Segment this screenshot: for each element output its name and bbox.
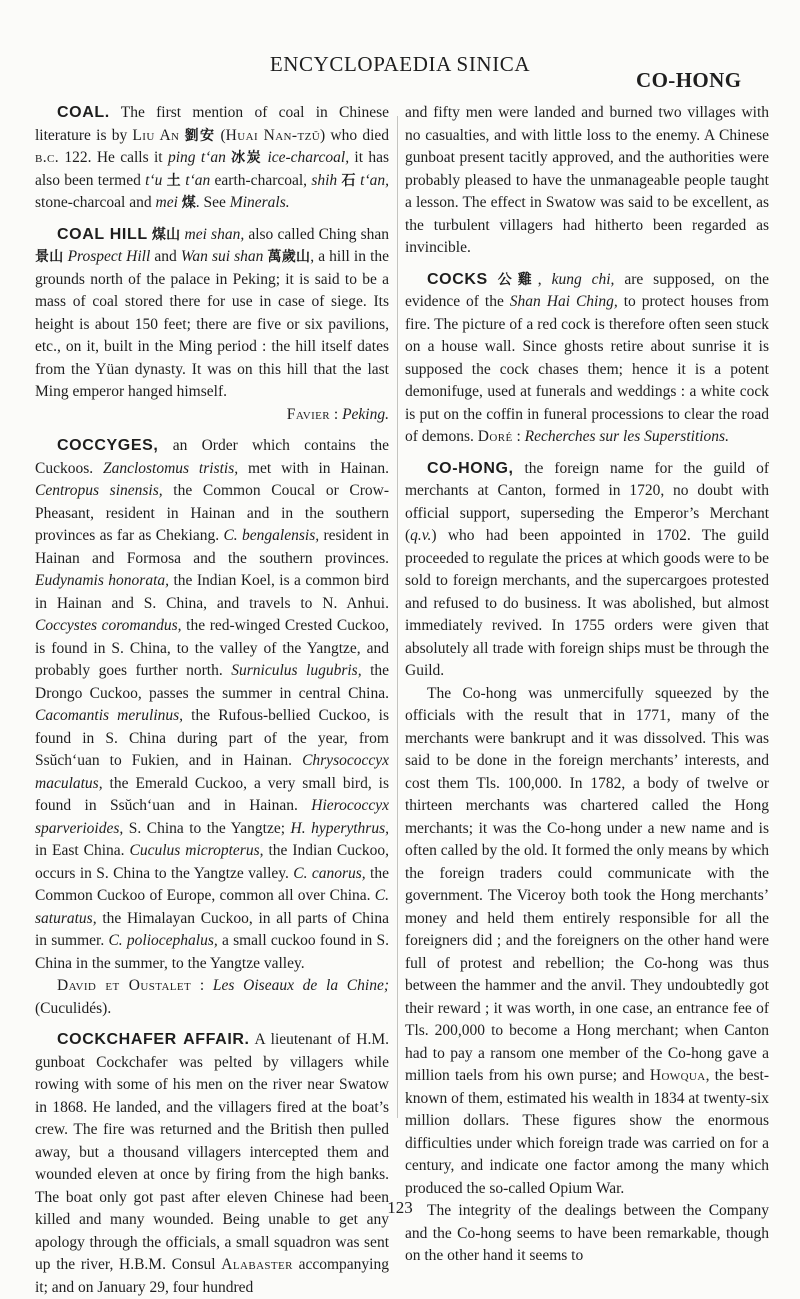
- co-hong-paragraph: The Co-hong was unmercifully squeezed by the officials with the result that in 1771, many of the merchants were bankrupt and it was dissolved. This was said to be done in the foreign merchants’ interests, and cost them Tls. 100,000. In 1782, a body of twelve or thirteen merchants was chartered called the Hong merchants; it was the Co-hong under a new name and is often called by the old. It formed the only means by which the foreign traders could communicate with the government. The Viceroy both took the Hong merchants’ money and held them entirely responsible for all the foreigners did ; and the foreigners on the other hand were full of protest and rebellion; the Co-hong was thus between the hammer and the anvil. They undoubtedly got their reward ; it was worth, in one case, an entrance fee of Tls. 200,000 to become a Hong merchant; when Canton had to pay a ransom one member of the Co-hong gave a million taels from his own purse; and Howqua, the best-known of them, estimated his wealth in 1834 at twenty-six million dollars. These figures show the enormous difficulties under which foreign trade was carried on for a century, and indicate one factor among the many which produced the so-called Opium War.: [405, 684, 769, 1197]
- reference-line: David et Oustalet : Les Oiseaux de la Chine; (Cuculidés).: [35, 977, 389, 1017]
- chinese-characters: 劉安: [184, 127, 216, 144]
- co-hong-paragraph: The integrity of the dealings between the Company and the Co-hong seems to have been remarkable, though on the other hand it seems to: [405, 1202, 769, 1264]
- entry-coal: COAL. The first mention of coal in Chinese literature is by Liu An 劉安 (Huai Nan-tzŭ) who died b.c. 122. He calls it ping t‘an 冰炭 ice-charcoal, it has also been termed t‘u 土 t‘an earth-charcoal, shih 石 t‘an, stone-charcoal and mei 煤. See Minerals.: [35, 104, 390, 211]
- chinese-characters: 公雞: [497, 271, 538, 288]
- entry-coal-hill: COAL HILL 煤山 mei shan, also called Ching shan 景山 Prospect Hill and Wan sui shan 萬歲山, a hill in the grounds north of the palace in Peking; it is said to be a mass of coal stored there for use in case of siege. Its height is about 150 feet; there are five or six pavilions, etc., on it, built in the Ming period : the hill itself dates from the Yüan dynasty. It was on this hill that the last Ming emperor hanged himself.: [35, 225, 390, 400]
- chinese-characters: 冰炭: [231, 150, 263, 166]
- entry-cockchafer-affair: COCKCHAFER AFFAIR. A lieutenant of H.M. gunboat Cockchafer was pelted by villagers while rowing with some of his men on the river near Swatow in 1868. He landed, and the villagers fired at the boat’s crew. The fire was returned and the British then pulled away, but a thousand villagers intercepted them and wounded eleven at once by firing from the high banks. The boat only got past after eleven Chinese had been killed and many wounded. Being unable to get any apology through the officials, a small squadron was sent up the river, H.B.M. Consul Alabaster accompanying it; and on January 29, four hundred: [35, 1031, 389, 1296]
- headword: COCKS: [427, 270, 488, 288]
- cross-reference-link[interactable]: Minerals.: [229, 194, 290, 211]
- page-number: 123: [387, 1198, 413, 1217]
- chinese-characters: 石: [341, 172, 356, 189]
- headword: COCKCHAFER AFFAIR.: [57, 1031, 250, 1048]
- headword: CO-HONG,: [427, 459, 514, 477]
- chinese-characters: 煤山: [151, 226, 181, 243]
- headword: COCCYGES,: [57, 437, 159, 454]
- reference-line: Favier : Peking.: [286, 405, 389, 423]
- entry-cocks: COCKS 公雞, kung chi, are supposed, on the evidence of the Shan Hai Ching, to protect houses from fire. The picture of a red cock is therefore often seen stuck on a house wall. Since ghosts retire about sunrise it is supposed the cock chases them; hence it is a potent demonifuge, used at funerals and weddings : a white cock is put on the coffin in funeral processions to clear the road of demons. Doré : Recherches sur les Superstitions.: [405, 270, 770, 445]
- chinese-characters: 煤: [181, 195, 196, 211]
- column-rule: [397, 116, 398, 1118]
- headword: COAL.: [57, 104, 110, 121]
- chinese-characters: 土: [166, 172, 182, 189]
- chinese-characters: 景山: [35, 249, 64, 265]
- headword: COAL HILL: [57, 225, 148, 243]
- running-title: ENCYCLOPAEDIA SINICA: [269, 52, 531, 76]
- entry-cockchafer-affair-continued: and fifty men were landed and burned two villages with no casualties, and with little loss to the enemy. A Chinese gunboat present tacitly approved, and the authorities were probably pleased to have the unmanageable people taught a lesson. The effect in Swatow was said to be excellent, as the turbulent villagers had hitherto been regarded as invincible.: [405, 104, 769, 256]
- entry-cocyges: COCCYGES, an Order which contains the Cuckoos. Zanclostomus tristis, met with in Hainan. Centropus sinensis, the Common Coucal or Crow-Pheasant, resident in Hainan and in the southern provinces as far as Chekiang. C. bengalensis, resident in Hainan and Formosa and the southern provinces. Eudynamis honorata, the Indian Koel, is a common bird in Hainan and S. China, and travels to N. Anhui. Coccystes coromandus, the red-winged Crested Cuckoo, is found in S. China, to the valley of the Yangtze, and probably goes further north. Surniculus lugubris, the Drongo Cuckoo, passes the summer in central China. Cacomantis merulinus, the Rufous-bellied Cuckoo, is found in S. China during part of the year, from Ssŭch‘uan to Fukien, and in Hainan. Chrysococcyx maculatus, the Emerald Cuckoo, a very small bird, is found in Ssŭch‘uan and in Hainan. Hierococcyx sparverioides, S. China to the Yangtze; H. hyperythrus, in East China. Cuculus micropterus, the Indian Cuckoo, occurs in S. China to the Yangtze valley. C. canorus, the Common Cuckoo of Europe, common all over China. C. saturatus, the Himalayan Cuckoo, in all parts of China in summer. C. poliocephalus, a small cuckoo found in S. China in the summer, to the Yangtze valley.: [35, 437, 390, 972]
- running-head: CO-HONG: [636, 68, 742, 92]
- left-column: [35, 102, 389, 1299]
- entry-co-hong: CO-HONG, the foreign name for the guild of merchants at Canton, formed in 1720, no doubt with official support, superseding the Emperor’s Merchant (q.v.) who had been appointed in 1702. The guild proceeded to regulate the prices at which goods were to be sold to foreign merchants, and the supercargoes protested and refused to do business. It was abolished, but almost immediately revived. In 1755 orders were given that absolutely all trade with foreign ships must be through the Guild.: [405, 459, 769, 679]
- chinese-characters: 萬歲山: [267, 249, 311, 265]
- right-column: [405, 102, 769, 1268]
